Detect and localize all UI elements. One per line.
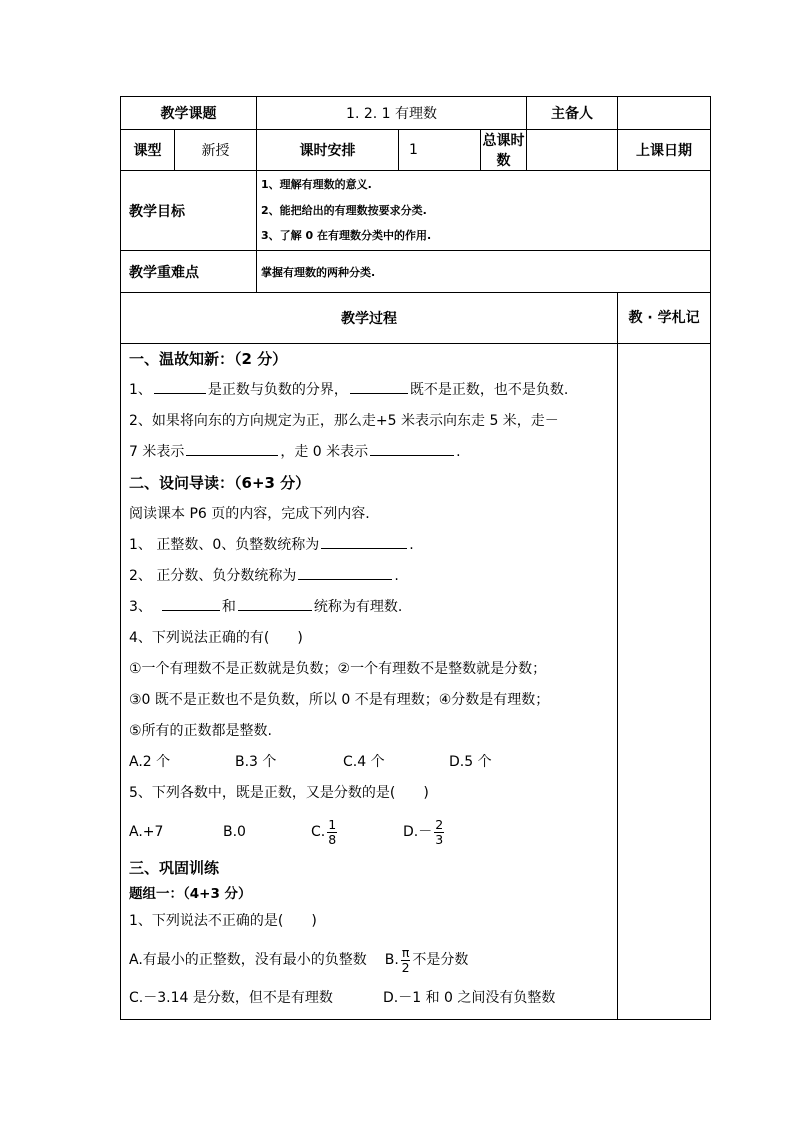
answer-blank[interactable] (350, 378, 408, 394)
notes-label: 教 · 学札记 (618, 293, 711, 344)
schedule-label: 课时安排 (257, 130, 399, 171)
process-content (121, 344, 618, 1020)
s2-q4-statement: ①一个有理数不是正数就是负数；②一个有理数不是整数就是分数； (129, 661, 547, 677)
lesson-plan-table (120, 96, 711, 1020)
s2-q4-statement: ③0 既不是正数也不是负数，所以 0 不是有理数；④分数是有理数； (129, 692, 550, 708)
option-d: D.－ $\frac{2}{3}$ (403, 817, 444, 847)
schedule-value: 1 (399, 130, 481, 171)
option-d: D.－1 和 0 之间没有负整数 (383, 990, 556, 1006)
objectives-list (257, 171, 711, 251)
total-value (527, 130, 618, 171)
s2-question-3: 3、 和 统称为有理数. (129, 592, 617, 623)
process-body-row (121, 344, 711, 1020)
option-d: D.5 个 (449, 754, 492, 770)
section-3-heading: 三、巩固训练 (129, 859, 220, 877)
owner-value (618, 97, 711, 130)
objective-item: 1、理解有理数的意义. (261, 178, 372, 192)
option-a: A.+7 (129, 824, 164, 840)
keypoints-text: 掌握有理数的两种分类. (257, 251, 711, 293)
s2-question-1: 1、 正整数、0、负整数统称为 . (129, 530, 617, 561)
option-b: B.3 个 (235, 754, 277, 770)
answer-blank[interactable] (162, 595, 220, 611)
topic-value: 1. 2. 1 有理数 (257, 97, 527, 130)
s3-q1-options-cd (129, 983, 617, 1014)
s2-question-4: 4、下列说法正确的有( ) (129, 630, 303, 646)
s1-question-2: 2、如果将向东的方向规定为正，那么走+5 米表示向东走 5 米，走－ (129, 413, 559, 429)
fraction: $\frac{1}{8}$ (328, 817, 337, 847)
process-title: 教学过程 (121, 293, 618, 344)
s1-question-1: 1、 是正数与负数的分界， 既不是正数，也不是负数. (129, 375, 617, 406)
s3-group-heading: 题组一：（4+3 分） (129, 886, 252, 902)
keypoints-label: 教学重难点 (121, 251, 257, 293)
answer-blank[interactable] (370, 440, 454, 456)
header-row-2 (121, 130, 711, 171)
total-label: 总课时数 (481, 130, 527, 171)
s2-q5-options (129, 809, 617, 855)
s3-question-1: 1、下列说法不正确的是( ) (129, 913, 317, 929)
keypoints-row (121, 251, 711, 293)
option-c: C. $\frac{1}{8}$ (311, 817, 337, 847)
s2-question-5: 5、下列各数中，既是正数，又是分数的是( ) (129, 785, 429, 801)
answer-blank[interactable] (154, 378, 206, 394)
answer-blank[interactable] (321, 533, 407, 549)
option-c: C.－3.14 是分数，但不是有理数 (129, 990, 333, 1006)
option-b: B. $\frac{\pi}{2}$ 不是分数 (384, 945, 469, 975)
section-2-heading: 二、设问导读：（6+3 分） (129, 474, 311, 492)
s2-q4-options (129, 747, 617, 778)
date-label: 上课日期 (618, 130, 711, 171)
answer-blank[interactable] (238, 595, 312, 611)
section-1-heading: 一、温故知新：（2 分） (129, 350, 288, 368)
header-row-1 (121, 97, 711, 130)
objectives-row (121, 171, 711, 251)
answer-blank[interactable] (186, 440, 278, 456)
objective-item: 2、能把给出的有理数按要求分类. (261, 203, 427, 217)
objectives-label: 教学目标 (121, 171, 257, 251)
topic-label: 教学课题 (121, 97, 257, 130)
answer-blank[interactable] (298, 564, 392, 580)
lesson-plan-page (120, 96, 710, 1020)
fraction: $\frac{\pi}{2}$ (401, 945, 410, 975)
option-a: A.有最小的正整数，没有最小的负整数 (129, 952, 367, 968)
notes-column (618, 344, 711, 1020)
option-b: B.0 (223, 824, 246, 840)
owner-label: 主备人 (527, 97, 618, 130)
type-value: 新授 (175, 130, 257, 171)
s2-intro: 阅读课本 P6 页的内容，完成下列内容. (129, 506, 370, 522)
s3-q1-options-ab (129, 937, 617, 983)
process-title-row (121, 293, 711, 344)
type-label: 课型 (121, 130, 175, 171)
s1-question-2-cont: 7 米表示 ，走 0 米表示 . (129, 437, 617, 468)
objective-item: 3、了解 0 在有理数分类中的作用. (261, 229, 432, 243)
option-a: A.2 个 (129, 754, 171, 770)
option-c: C.4 个 (343, 754, 385, 770)
s2-q4-statement: ⑤所有的正数都是整数. (129, 723, 273, 739)
s2-question-2: 2、 正分数、负分数统称为 . (129, 561, 617, 592)
fraction: $\frac{2}{3}$ (435, 817, 444, 847)
